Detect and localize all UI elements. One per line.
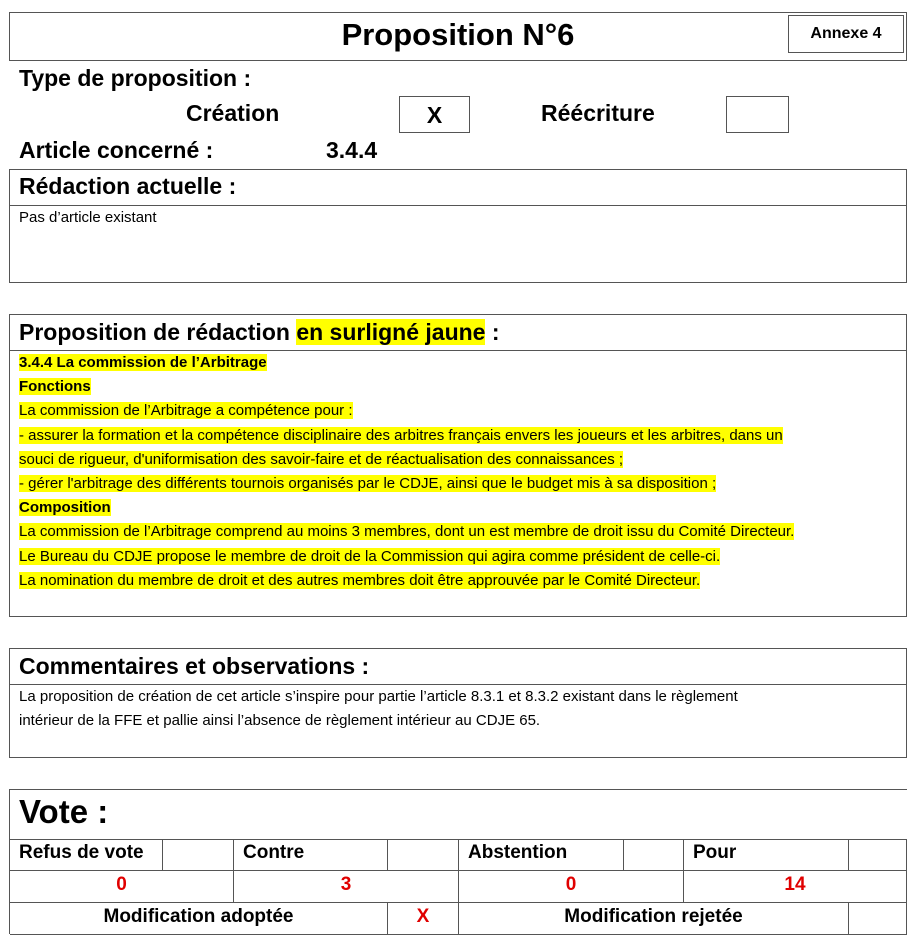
proposal-heading-highlight: en surligné jaune xyxy=(296,319,486,345)
contre-mark-cell xyxy=(388,839,459,871)
abstention-value-cell xyxy=(459,871,684,903)
contre-label-cell xyxy=(234,839,388,871)
proposal-section xyxy=(9,314,907,617)
refus-label-cell xyxy=(10,839,163,871)
article-value: 3.4.4 xyxy=(326,137,378,163)
title-box xyxy=(9,12,907,61)
pour-mark-cell xyxy=(849,839,907,871)
current-heading: Rédaction actuelle : xyxy=(19,173,237,199)
annexe-box xyxy=(788,15,904,53)
contre-value-cell xyxy=(234,871,459,903)
comments-body xyxy=(19,685,904,733)
proposal-line: souci de rigueur, d'uniformisation des savoir-faire et de réactualisation des connaissances ; xyxy=(19,450,624,468)
rejetee-label: Modification rejetée xyxy=(564,906,743,927)
proposal-line: Le Bureau du CDJE propose le membre de droit de la Commission qui agira comme président de celle-ci. xyxy=(19,547,721,565)
proposal-line: La nomination du membre de droit et des autres membres doit être approuvée par le Comité Directeur. xyxy=(19,571,701,589)
refus-value: 0 xyxy=(116,874,127,895)
comments-line: La proposition de création de cet article s’inspire pour partie l’article 8.3.1 et 8.3.2 existant dans le règlement xyxy=(19,688,738,705)
creation-mark: X xyxy=(426,102,443,128)
abstention-label-cell xyxy=(459,839,624,871)
abstention-mark-cell xyxy=(624,839,684,871)
page-title: Proposition N°6 xyxy=(341,17,575,52)
contre-value: 3 xyxy=(340,874,352,895)
refus-mark-cell xyxy=(163,839,234,871)
current-section xyxy=(9,169,907,283)
proposal-heading-suffix: : xyxy=(485,319,500,345)
annexe-label: Annexe 4 xyxy=(810,25,882,42)
proposal-heading-prefix: Proposition de rédaction xyxy=(19,319,297,345)
rejetee-label-cell xyxy=(459,903,849,935)
reecriture-label: Réécriture xyxy=(541,100,655,126)
pour-label: Pour xyxy=(693,842,737,863)
proposal-heading xyxy=(19,319,500,346)
pour-value-cell xyxy=(684,871,907,903)
abstention-label: Abstention xyxy=(468,842,568,863)
composition-heading: Composition xyxy=(19,499,111,517)
abstention-value: 0 xyxy=(565,874,577,895)
adoptee-label-cell xyxy=(10,903,388,935)
adoptee-mark: X xyxy=(416,906,430,927)
rejetee-mark-cell xyxy=(849,903,907,935)
fonctions-heading: Fonctions xyxy=(19,378,91,396)
comments-line: intérieur de la FFE et pallie ainsi l’absence de règlement intérieur au CDJE 65. xyxy=(19,712,541,730)
contre-label: Contre xyxy=(243,842,305,863)
comments-section xyxy=(9,648,907,758)
adoptee-mark-cell xyxy=(388,903,459,935)
creation-label: Création xyxy=(186,100,280,126)
creation-checkbox xyxy=(399,96,470,133)
proposal-line: La commission de l’Arbitrage comprend au moins 3 membres, dont un est membre de droit issu du Comité Directeur. xyxy=(19,523,795,541)
reecriture-checkbox xyxy=(726,96,789,133)
vote-heading: Vote : xyxy=(19,793,109,830)
article-label: Article concerné : xyxy=(19,137,214,163)
type-label: Type de proposition : xyxy=(19,65,252,91)
comments-heading: Commentaires et observations : xyxy=(19,653,370,679)
proposal-article-title: 3.4.4 La commission de l’Arbitrage xyxy=(19,354,267,371)
proposal-line: La commission de l’Arbitrage a compétence pour : xyxy=(19,402,353,420)
refus-value-cell xyxy=(10,871,234,903)
current-text: Pas d’article existant xyxy=(19,209,157,226)
pour-value: 14 xyxy=(784,874,806,895)
proposal-line: - gérer l'arbitrage des différents tournois organisés par le CDJE, ainsi que le budget mis à sa disposition ; xyxy=(19,475,717,493)
proposal-body xyxy=(19,351,904,593)
adoptee-label: Modification adoptée xyxy=(103,906,294,927)
proposal-line: - assurer la formation et la compétence disciplinaire des arbitres français envers les joueurs et les arbitres, dans un xyxy=(19,426,783,444)
vote-section xyxy=(9,789,907,934)
pour-label-cell xyxy=(684,839,849,871)
refus-label: Refus de vote xyxy=(19,842,144,863)
